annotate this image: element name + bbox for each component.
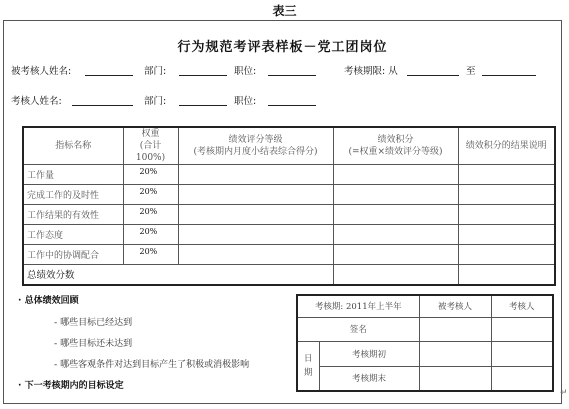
- rating-cell[interactable]: [178, 205, 333, 225]
- examiner-signature-cell[interactable]: [491, 317, 553, 341]
- examiner-name-blank[interactable]: [72, 105, 133, 106]
- indicator-weight: 20%: [123, 165, 178, 185]
- signature-label: 签名: [297, 317, 419, 341]
- total-row: [23, 265, 555, 285]
- indicator-weight: 20%: [123, 245, 178, 265]
- indicator-weight: 20%: [123, 185, 178, 205]
- goals-achieved-item: - 哪些目标已经达到: [54, 318, 133, 328]
- period-to-label: 至: [466, 66, 476, 77]
- next-period-goals-heading: · 下一考核期内的目标设定: [18, 381, 124, 391]
- examiner-position-label: 职位:: [234, 96, 257, 107]
- examinee-position-blank[interactable]: [268, 75, 316, 76]
- period-from-label: 考核期限: 从: [344, 66, 398, 77]
- table-row: [23, 245, 555, 265]
- total-label: 总绩效分数: [23, 265, 333, 285]
- table-row: [23, 205, 555, 225]
- examinee-position-label: 职位:: [234, 66, 257, 77]
- indicator-weight: 20%: [123, 225, 178, 245]
- rating-cell[interactable]: [178, 225, 333, 245]
- signature-table: [296, 294, 554, 392]
- indicator-name: 完成工作的及时性: [23, 185, 123, 205]
- table-row: [23, 165, 555, 185]
- examiner-start-date-cell[interactable]: [491, 341, 553, 366]
- period-to-blank[interactable]: [482, 75, 536, 76]
- score-cell[interactable]: [333, 225, 458, 245]
- indicator-name: 工作结果的有效性: [23, 205, 123, 225]
- score-cell[interactable]: [333, 245, 458, 265]
- header-weight: 权重 (合计100%): [123, 127, 178, 165]
- score-cell[interactable]: [333, 165, 458, 185]
- examinee-start-date-cell[interactable]: [419, 341, 491, 366]
- examinee-department-label: 部门:: [144, 66, 167, 77]
- rating-cell[interactable]: [178, 185, 333, 205]
- examiner-position-blank[interactable]: [268, 105, 316, 106]
- assessment-period-cell: 考核期: 2011年上半年: [297, 295, 419, 317]
- total-score-cell[interactable]: [333, 265, 458, 285]
- table-row: [23, 225, 555, 245]
- remarks-cell[interactable]: [458, 185, 555, 205]
- total-remarks-cell[interactable]: [458, 265, 555, 285]
- examinee-name-label: 被考核人姓名:: [11, 66, 72, 77]
- examiner-info-row: [4, 93, 561, 107]
- paragraph-return-icon: ↵: [560, 388, 568, 398]
- header-remarks: 绩效积分的结果说明: [458, 127, 555, 165]
- table-caption: 表三: [272, 4, 297, 18]
- examinee-info-row: [4, 63, 561, 77]
- period-start-label: 考核期初: [319, 341, 419, 366]
- header-score: 绩效积分 (=权重×绩效评分等级): [333, 127, 458, 165]
- performance-table: [22, 126, 556, 286]
- period-from-blank[interactable]: [407, 75, 459, 76]
- examinee-name-blank[interactable]: [85, 75, 133, 76]
- rating-cell[interactable]: [178, 245, 333, 265]
- examiner-name-label: 考核人姓名:: [11, 96, 62, 107]
- header-rating: 绩效评分等级 (考核期内月度小结表综合得分): [178, 127, 333, 165]
- table-header-row: [23, 127, 555, 165]
- examiner-department-label: 部门:: [144, 96, 167, 107]
- date-label: 日 期: [297, 341, 319, 391]
- indicator-name: 工作中的协调配合: [23, 245, 123, 265]
- examinee-end-date-cell[interactable]: [419, 366, 491, 391]
- remarks-cell[interactable]: [458, 205, 555, 225]
- examinee-header: 被考核人: [419, 295, 491, 317]
- overall-review-heading: · 总体绩效回顾: [18, 296, 79, 306]
- rating-cell[interactable]: [178, 165, 333, 185]
- table-row: [23, 185, 555, 205]
- goals-not-achieved-item: - 哪些目标还未达到: [54, 339, 133, 349]
- influencing-factors-item: - 哪些客观条件对达到目标产生了积极或消极影响: [54, 360, 250, 370]
- header-indicator: 指标名称: [23, 127, 123, 165]
- score-cell[interactable]: [333, 185, 458, 205]
- score-cell[interactable]: [333, 205, 458, 225]
- period-end-label: 考核期末: [319, 366, 419, 391]
- examiner-department-blank[interactable]: [179, 105, 227, 106]
- indicator-name: 工作量: [23, 165, 123, 185]
- examiner-header: 考核人: [491, 295, 553, 317]
- form-title: 行为规范考评表样板－党工团岗位: [177, 40, 388, 55]
- examiner-end-date-cell[interactable]: [491, 366, 553, 391]
- indicator-weight: 20%: [123, 205, 178, 225]
- indicator-name: 工作态度: [23, 225, 123, 245]
- evaluation-form: [3, 20, 562, 404]
- examinee-signature-cell[interactable]: [419, 317, 491, 341]
- examinee-department-blank[interactable]: [179, 75, 227, 76]
- remarks-cell[interactable]: [458, 245, 555, 265]
- remarks-cell[interactable]: [458, 165, 555, 185]
- remarks-cell[interactable]: [458, 225, 555, 245]
